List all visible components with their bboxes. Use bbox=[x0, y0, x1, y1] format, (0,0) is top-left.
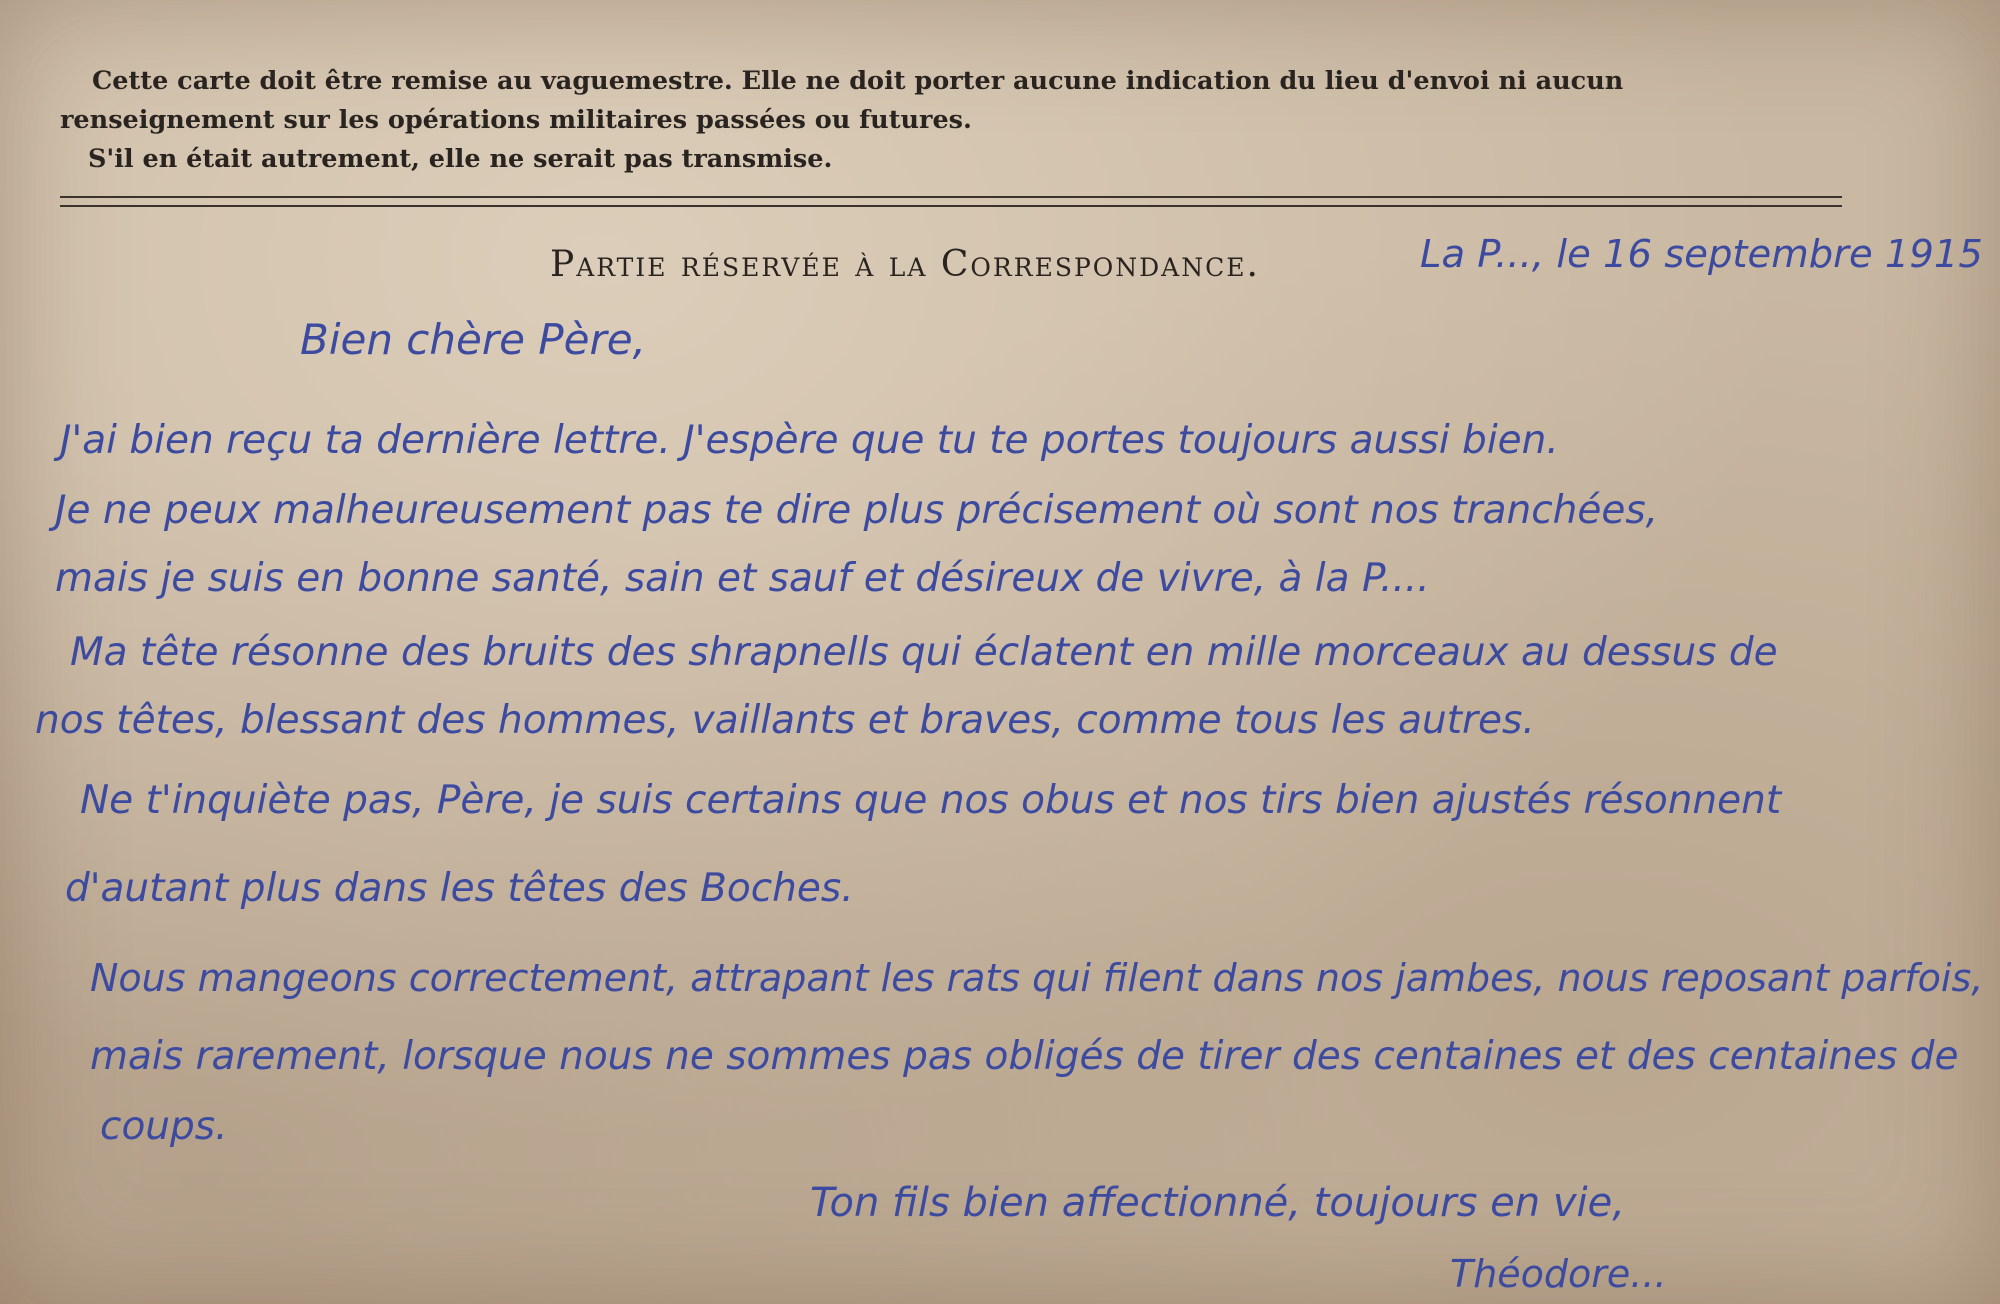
letter-body-line: Ma tête résonne des bruits des shrapnells qui éclatent en mille morceaux au dessus de bbox=[70, 630, 1778, 675]
section-title: Partie réservée à la Correspondance. bbox=[550, 244, 1260, 285]
letter-closing: Ton fils bien affectionné, toujours en vie, bbox=[810, 1180, 1625, 1226]
letter-signature: Théodore... bbox=[1450, 1252, 1667, 1296]
letter-body-line: Ne t'inquiète pas, Père, je suis certains que nos obus et nos tirs bien ajustés résonnent bbox=[80, 778, 1782, 823]
letter-body-line: Nous mangeons correctement, attrapant les rats qui filent dans nos jambes, nous reposant parfois, bbox=[90, 956, 1984, 1000]
notice-line: Cette carte doit être remise au vaguemestre. Elle ne doit porter aucune indication du lieu d'envoi ni aucun bbox=[92, 66, 1624, 96]
notice-line: S'il en était autrement, elle ne serait pas transmise. bbox=[88, 144, 833, 174]
letter-body-line: Je ne peux malheureusement pas te dire plus précisement où sont nos tranchées, bbox=[55, 488, 1659, 533]
letter-body-line: J'ai bien reçu ta dernière lettre. J'espère que tu te portes toujours aussi bien. bbox=[60, 418, 1559, 463]
letter-body-line: nos têtes, blessant des hommes, vaillants et braves, comme tous les autres. bbox=[35, 698, 1535, 743]
letter-body-line: mais rarement, lorsque nous ne sommes pas obligés de tirer des centaines et des centaines de bbox=[90, 1034, 1959, 1079]
notice-line: renseignement sur les opérations militaires passées ou futures. bbox=[60, 105, 972, 135]
letter-body-line: d'autant plus dans les têtes des Boches. bbox=[65, 866, 854, 911]
letter-date: La P..., le 16 septembre 1915 bbox=[1420, 232, 1983, 277]
censorship-notice bbox=[60, 62, 1860, 179]
letter-body-line: mais je suis en bonne santé, sain et sauf et désireux de vivre, à la P.... bbox=[55, 556, 1430, 601]
letter-body-line: coups. bbox=[100, 1104, 228, 1149]
letter-salutation: Bien chère Père, bbox=[300, 315, 646, 364]
double-rule-divider bbox=[60, 196, 1842, 207]
